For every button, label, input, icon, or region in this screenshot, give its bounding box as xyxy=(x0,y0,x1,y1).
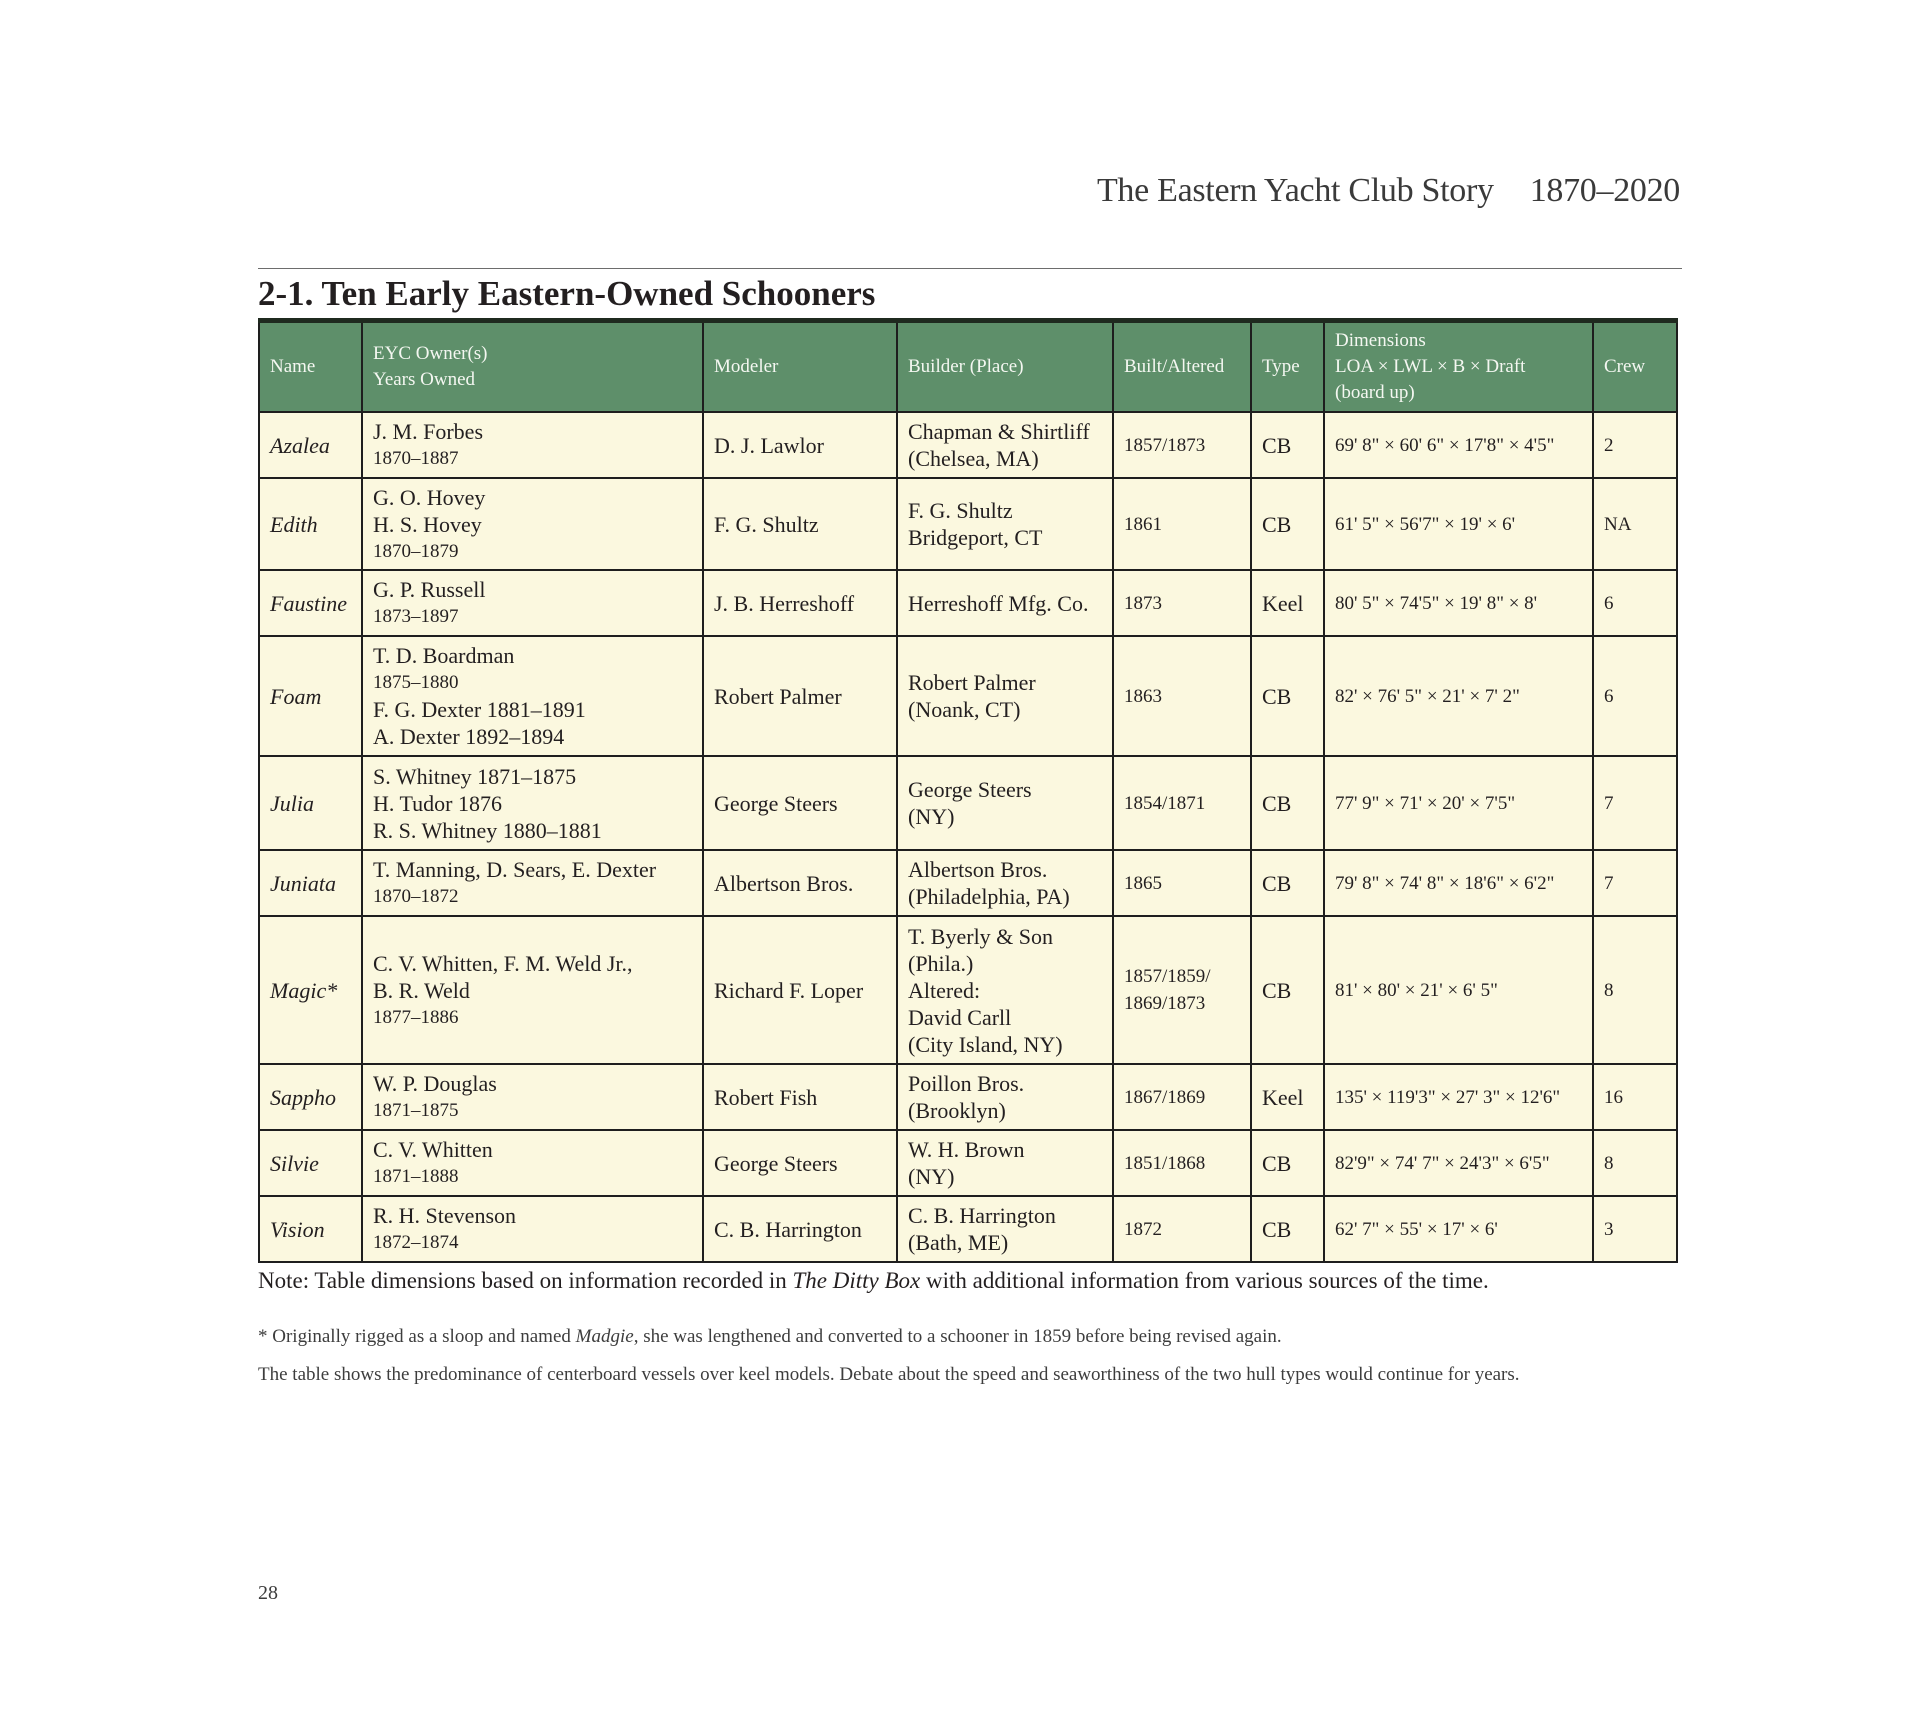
cell-builder xyxy=(897,478,1113,570)
cell-owners xyxy=(362,1196,703,1262)
page-number: 28 xyxy=(258,1582,278,1604)
cell-builder-line: Chapman & Shirtliff xyxy=(908,419,1090,444)
cell-builder xyxy=(897,916,1113,1064)
cell-owners xyxy=(362,916,703,1064)
cell-builder-line: Altered: xyxy=(908,977,981,1003)
cell-builder-line: W. H. Brown xyxy=(908,1137,1025,1162)
header-col-modeler xyxy=(703,321,897,413)
cell-builder-line: (Phila.) xyxy=(908,950,974,976)
cell-builder-line: Albertson Bros. xyxy=(908,857,1048,882)
cell-owners-line: G. O. Hovey xyxy=(373,484,486,510)
cell-builder-line: Robert Palmer xyxy=(908,670,1036,695)
cell-name: Azalea xyxy=(259,412,362,478)
cell-builder-line: (NY) xyxy=(908,1164,955,1189)
cell-builder-line: (Noank, CT) xyxy=(908,697,1021,722)
cell-dimensions: 80' 5" × 74'5" × 19' 8" × 8' xyxy=(1324,570,1593,636)
header-col-name xyxy=(259,321,362,413)
cell-modeler: Albertson Bros. xyxy=(703,850,897,916)
cell-owners-line: 1870–1879 xyxy=(373,540,459,562)
footnote-asterisk xyxy=(258,1324,1668,1349)
cell-name: Vision xyxy=(259,1196,362,1262)
cell-builder xyxy=(897,1196,1113,1262)
table-row xyxy=(259,570,1677,636)
footnote1-italic: Madgie xyxy=(575,1326,634,1347)
schooners-table xyxy=(258,318,1678,1263)
cell-builder xyxy=(897,570,1113,636)
cell-crew: 2 xyxy=(1593,412,1677,478)
cell-modeler: Robert Fish xyxy=(703,1064,897,1130)
cell-name: Foam xyxy=(259,636,362,756)
cell-type: CB xyxy=(1251,1196,1324,1262)
cell-builder-line: Poillon Bros. xyxy=(908,1071,1025,1096)
header-line: Modeler xyxy=(714,356,779,377)
header-rule xyxy=(258,268,1682,269)
cell-owners xyxy=(362,756,703,850)
header-line: Type xyxy=(1262,356,1300,377)
cell-owners-line: 1875–1880 xyxy=(373,672,459,693)
table-row xyxy=(259,1064,1677,1130)
cell-builder-line: T. Byerly & Son xyxy=(908,923,1054,949)
cell-dimensions: 61' 5" × 56'7" × 19' × 6' xyxy=(1324,478,1593,570)
cell-builder-line: (Chelsea, MA) xyxy=(908,446,1039,471)
cell-builder xyxy=(897,756,1113,850)
cell-owners-line: G. P. Russell xyxy=(373,577,486,602)
note-suffix: with additional information from various sources of the time. xyxy=(920,1268,1489,1293)
cell-name: Silvie xyxy=(259,1130,362,1196)
table-row xyxy=(259,636,1677,756)
cell-owners xyxy=(362,1130,703,1196)
cell-dimensions: 135' × 119'3" × 27' 3" × 12'6" xyxy=(1324,1064,1593,1130)
footnote-hull-types: The table shows the predominance of centerboard vessels over keel models. Debate about the speed and seaworthiness of the two hull types would continue for years. xyxy=(258,1364,1520,1385)
cell-owners-line: C. V. Whitten xyxy=(373,1137,493,1162)
cell-built: 1857/1859/ 1869/1873 xyxy=(1113,916,1251,1064)
table-row xyxy=(259,1130,1677,1196)
cell-name: Edith xyxy=(259,478,362,570)
cell-type: CB xyxy=(1251,1130,1324,1196)
table-row xyxy=(259,850,1677,916)
cell-type: CB xyxy=(1251,916,1324,1064)
book-years: 1870–2020 xyxy=(1529,172,1680,209)
cell-owners-line: R. H. Stevenson xyxy=(373,1203,516,1228)
cell-modeler: George Steers xyxy=(703,1130,897,1196)
cell-owners-line: T. Manning, D. Sears, E. Dexter xyxy=(373,857,657,882)
cell-modeler: J. B. Herreshoff xyxy=(703,570,897,636)
cell-builder xyxy=(897,412,1113,478)
cell-crew: NA xyxy=(1593,478,1677,570)
cell-builder-line: George Steers xyxy=(908,777,1032,802)
cell-built: 1865 xyxy=(1113,850,1251,916)
cell-crew: 8 xyxy=(1593,916,1677,1064)
cell-owners-line: W. P. Douglas xyxy=(373,1071,497,1096)
cell-builder-line: (Philadelphia, PA) xyxy=(908,884,1070,909)
cell-builder-line: C. B. Harrington xyxy=(908,1203,1056,1228)
cell-dimensions: 62' 7" × 55' × 17' × 6' xyxy=(1324,1196,1593,1262)
cell-builder-line: (City Island, NY) xyxy=(908,1031,1063,1057)
cell-owners-line: T. D. Boardman xyxy=(373,643,515,668)
cell-name: Juniata xyxy=(259,850,362,916)
cell-owners xyxy=(362,412,703,478)
cell-owners-line: 1870–1872 xyxy=(373,886,459,907)
cell-built: 1867/1869 xyxy=(1113,1064,1251,1130)
note-prefix: Note: Table dimensions based on information recorded in xyxy=(258,1268,793,1293)
cell-owners xyxy=(362,636,703,756)
cell-dimensions: 77' 9" × 71' × 20' × 7'5" xyxy=(1324,756,1593,850)
cell-type: CB xyxy=(1251,412,1324,478)
cell-type: Keel xyxy=(1251,1064,1324,1130)
cell-name: Sappho xyxy=(259,1064,362,1130)
cell-owners-line: 1871–1888 xyxy=(373,1166,459,1187)
header-line: EYC Owner(s) xyxy=(373,343,488,364)
header-line: Built/Altered xyxy=(1124,356,1225,377)
cell-owners-line: 1877–1886 xyxy=(373,1006,459,1028)
table-row xyxy=(259,756,1677,850)
table-row xyxy=(259,478,1677,570)
cell-builder-line: Bridgeport, CT xyxy=(908,525,1043,550)
cell-owners xyxy=(362,478,703,570)
cell-dimensions: 79' 8" × 74' 8" × 18'6" × 6'2" xyxy=(1324,850,1593,916)
header-row xyxy=(259,321,1677,413)
cell-built: 1851/1868 xyxy=(1113,1130,1251,1196)
cell-dimensions: 82'9" × 74' 7" × 24'3" × 6'5" xyxy=(1324,1130,1593,1196)
table-row xyxy=(259,412,1677,478)
header-line: Builder (Place) xyxy=(908,356,1024,377)
cell-owners-line: J. M. Forbes xyxy=(373,419,484,444)
cell-crew: 6 xyxy=(1593,636,1677,756)
cell-type: CB xyxy=(1251,850,1324,916)
cell-builder xyxy=(897,636,1113,756)
cell-type: CB xyxy=(1251,636,1324,756)
cell-type: Keel xyxy=(1251,570,1324,636)
cell-modeler: F. G. Shultz xyxy=(703,478,897,570)
header-col-type xyxy=(1251,321,1324,413)
footnote1-suffix: , she was lengthened and converted to a schooner in 1859 before being revised again. xyxy=(633,1326,1282,1347)
cell-crew: 7 xyxy=(1593,756,1677,850)
header-line: Crew xyxy=(1604,356,1646,377)
cell-owners-line: F. G. Dexter 1881–1891 xyxy=(373,697,586,722)
header-col-crew xyxy=(1593,321,1677,413)
cell-name: Faustine xyxy=(259,570,362,636)
header-line: Name xyxy=(270,356,316,377)
footnote1-prefix: * Originally rigged as a sloop and named xyxy=(258,1326,576,1347)
table-note xyxy=(258,1268,1489,1294)
table-header xyxy=(259,321,1677,413)
table-row xyxy=(259,916,1677,1064)
header-line: Years Owned xyxy=(373,369,476,390)
book-title: The Eastern Yacht Club Story xyxy=(1096,172,1494,209)
cell-owners-line: 1872–1874 xyxy=(373,1232,459,1253)
cell-owners-line: 1873–1897 xyxy=(373,606,459,627)
cell-crew: 3 xyxy=(1593,1196,1677,1262)
cell-crew: 8 xyxy=(1593,1130,1677,1196)
running-head xyxy=(1097,172,1680,210)
cell-built: 1872 xyxy=(1113,1196,1251,1262)
header-col-builder xyxy=(897,321,1113,413)
cell-owners xyxy=(362,570,703,636)
cell-modeler: Robert Palmer xyxy=(703,636,897,756)
cell-crew: 7 xyxy=(1593,850,1677,916)
cell-dimensions: 69' 8" × 60' 6" × 17'8" × 4'5" xyxy=(1324,412,1593,478)
cell-builder xyxy=(897,850,1113,916)
cell-owners-line: R. S. Whitney 1880–1881 xyxy=(373,817,602,843)
cell-owners-line: S. Whitney 1871–1875 xyxy=(373,763,577,789)
cell-dimensions: 81' × 80' × 21' × 6' 5" xyxy=(1324,916,1593,1064)
table-title: 2-1. Ten Early Eastern-Owned Schooners xyxy=(258,274,876,313)
cell-modeler: D. J. Lawlor xyxy=(703,412,897,478)
cell-built: 1857/1873 xyxy=(1113,412,1251,478)
cell-builder-line: (Bath, ME) xyxy=(908,1230,1009,1255)
header-col-built xyxy=(1113,321,1251,413)
cell-builder-line: F. G. Shultz xyxy=(908,498,1013,523)
table-row xyxy=(259,1196,1677,1262)
cell-builder-line: (Brooklyn) xyxy=(908,1098,1006,1123)
cell-owners-line: 1870–1887 xyxy=(373,448,459,469)
cell-builder-line: (NY) xyxy=(908,804,955,829)
header-line: (board up) xyxy=(1335,382,1415,403)
cell-builder xyxy=(897,1064,1113,1130)
cell-built: 1873 xyxy=(1113,570,1251,636)
cell-owners-line: C. V. Whitten, F. M. Weld Jr., xyxy=(373,950,633,976)
header-col-dimensions xyxy=(1324,321,1593,413)
cell-builder xyxy=(897,1130,1113,1196)
cell-modeler: C. B. Harrington xyxy=(703,1196,897,1262)
cell-built: 1854/1871 xyxy=(1113,756,1251,850)
cell-crew: 6 xyxy=(1593,570,1677,636)
cell-dimensions: 82' × 76' 5" × 21' × 7' 2" xyxy=(1324,636,1593,756)
cell-type: CB xyxy=(1251,478,1324,570)
header-line: Dimensions xyxy=(1335,330,1426,351)
header-line: LOA × LWL × B × Draft xyxy=(1335,356,1526,377)
cell-owners-line: A. Dexter 1892–1894 xyxy=(373,724,565,749)
cell-owners-line: 1871–1875 xyxy=(373,1100,459,1121)
cell-builder-line: Herreshoff Mfg. Co. xyxy=(908,590,1089,616)
cell-modeler: George Steers xyxy=(703,756,897,850)
cell-owners-line: B. R. Weld xyxy=(373,977,470,1003)
cell-name: Julia xyxy=(259,756,362,850)
cell-built: 1861 xyxy=(1113,478,1251,570)
table-body xyxy=(259,412,1677,1262)
cell-owners xyxy=(362,850,703,916)
cell-type: CB xyxy=(1251,756,1324,850)
header-col-owners xyxy=(362,321,703,413)
note-source: The Ditty Box xyxy=(792,1268,921,1293)
cell-modeler: Richard F. Loper xyxy=(703,916,897,1064)
cell-builder-line: David Carll xyxy=(908,1004,1012,1030)
cell-owners xyxy=(362,1064,703,1130)
cell-owners-line: H. Tudor 1876 xyxy=(373,790,502,816)
cell-crew: 16 xyxy=(1593,1064,1677,1130)
cell-built: 1863 xyxy=(1113,636,1251,756)
cell-name: Magic* xyxy=(259,916,362,1064)
cell-owners-line: H. S. Hovey xyxy=(373,511,482,537)
